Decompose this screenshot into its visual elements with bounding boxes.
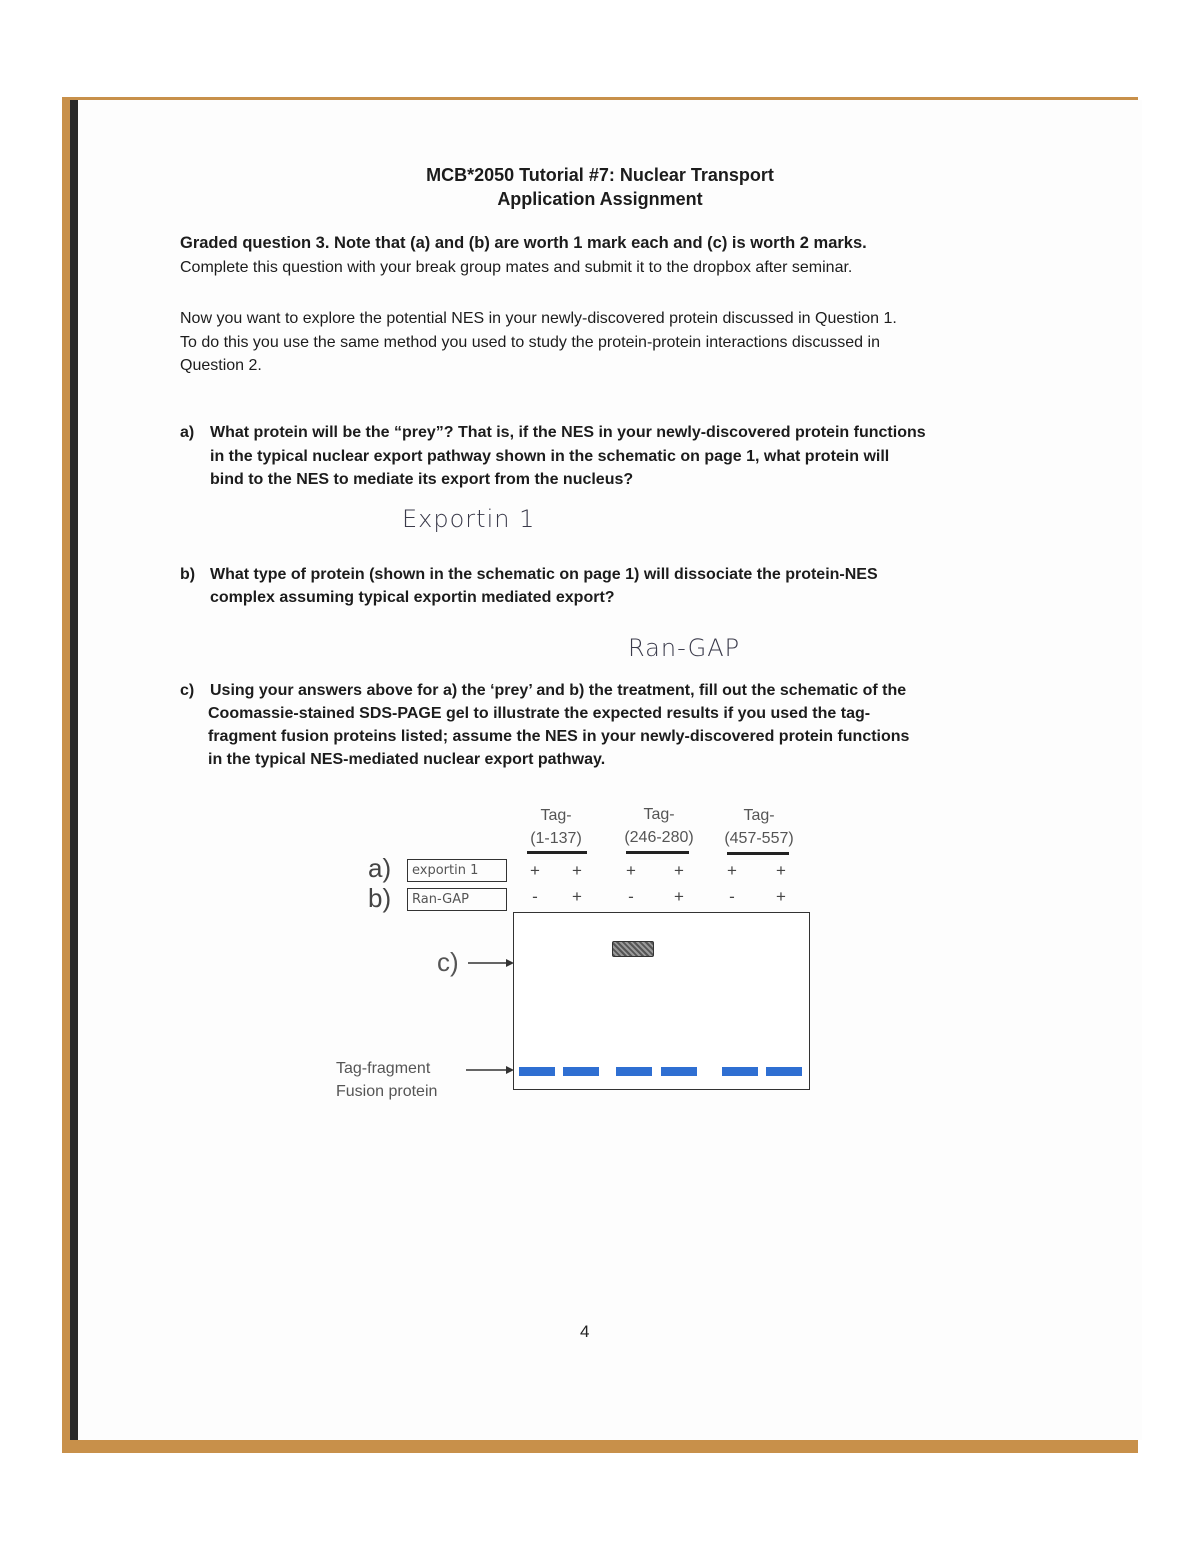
gel-box xyxy=(513,912,810,1090)
question-c-label: c) xyxy=(180,682,195,699)
row-a-sign: + xyxy=(530,861,540,880)
fusion-band xyxy=(616,1067,652,1076)
fusion-band xyxy=(722,1067,758,1076)
question-c-line-2: Coomassie-stained SDS-PAGE gel to illustrate the expected results if you used the tag- xyxy=(208,705,871,722)
fusion-label-line2: Fusion protein xyxy=(336,1083,438,1100)
question-b-line-1: What type of protein (shown in the schematic on page 1) will dissociate the protein-NES xyxy=(210,566,878,583)
page-subtitle: Application Assignment xyxy=(497,189,703,209)
question-a-line-3: bind to the NES to mediate its export from the nucleus? xyxy=(210,471,634,488)
c-marker-label: c) xyxy=(437,947,459,977)
intro-line-1: Now you want to explore the potential NES in your newly-discovered protein discussed in Question 1. xyxy=(180,310,897,327)
row-a-sign: + xyxy=(776,861,786,880)
intro-line-3: Question 2. xyxy=(180,357,262,374)
row-a-label: a) xyxy=(368,853,392,883)
c-marker-arrow-icon xyxy=(468,955,514,971)
row-b-label: b) xyxy=(368,883,392,913)
row-b-sign: - xyxy=(729,887,735,906)
lane-header-1-line2: (1-137) xyxy=(530,830,582,847)
row-b-sign: - xyxy=(628,887,634,906)
fusion-band xyxy=(563,1067,599,1076)
question-a-line-1: What protein will be the “prey”? That is, if the NES in your newly-discovered protein functions xyxy=(210,424,926,441)
question-c-line-1: Using your answers above for a) the ‘prey’ and b) the treatment, fill out the schematic of the xyxy=(210,682,907,699)
intro-line-2: To do this you use the same method you used to study the protein-protein interactions discussed in xyxy=(180,334,880,351)
row-a-sign: + xyxy=(674,861,684,880)
lane-header-3-line1: Tag- xyxy=(743,807,775,824)
question-b-label: b) xyxy=(180,566,196,583)
question-a-label: a) xyxy=(180,424,195,441)
answer-b-handwritten: Ran-GAP xyxy=(628,634,741,662)
lane-header-2-line2: (246-280) xyxy=(624,829,694,846)
row-a-sign: + xyxy=(572,861,582,880)
graded-note: Complete this question with your break group mates and submit it to the dropbox after seminar. xyxy=(180,259,853,276)
lane-header-1-line1: Tag- xyxy=(540,807,572,824)
lane-header-2-line1: Tag- xyxy=(643,806,675,823)
row-b-sign: + xyxy=(674,887,684,906)
page-title: MCB*2050 Tutorial #7: Nuclear Transport xyxy=(426,165,774,185)
paper-sheet xyxy=(70,100,1142,1440)
lane-header-3-line2: (457-557) xyxy=(724,830,794,847)
row-a-sign: + xyxy=(626,861,636,880)
lane-underline-3 xyxy=(727,852,789,855)
row-b-sign: - xyxy=(532,887,538,906)
question-b-line-2: complex assuming typical exportin mediated export? xyxy=(210,589,615,606)
fusion-arrow-icon xyxy=(466,1063,514,1077)
graded-instruction: Graded question 3. Note that (a) and (b) are worth 1 mark each and (c) is worth 2 marks. xyxy=(180,234,867,252)
question-c-line-4: in the typical NES-mediated nuclear export pathway. xyxy=(208,751,606,768)
fusion-label-line1: Tag-fragment xyxy=(336,1060,431,1077)
row-a-sign: + xyxy=(727,861,737,880)
question-a-line-2: in the typical nuclear export pathway shown in the schematic on page 1, what protein will xyxy=(210,448,890,465)
row-b-sign: + xyxy=(572,887,582,906)
fusion-band xyxy=(661,1067,697,1076)
fusion-band xyxy=(766,1067,802,1076)
answer-a-handwritten: Exportin 1 xyxy=(402,505,536,533)
question-c-line-3: fragment fusion proteins listed; assume the NES in your newly-discovered protein functions xyxy=(208,728,910,745)
lane-underline-2 xyxy=(626,851,689,854)
page-number: 4 xyxy=(580,1322,590,1341)
lane-underline-1 xyxy=(527,851,587,854)
row-b-handwritten-box: Ran-GAP xyxy=(407,888,507,911)
row-b-sign: + xyxy=(776,887,786,906)
hand-drawn-prey-band xyxy=(612,941,654,957)
fusion-band xyxy=(519,1067,555,1076)
row-a-handwritten-box: exportin 1 xyxy=(407,859,507,882)
